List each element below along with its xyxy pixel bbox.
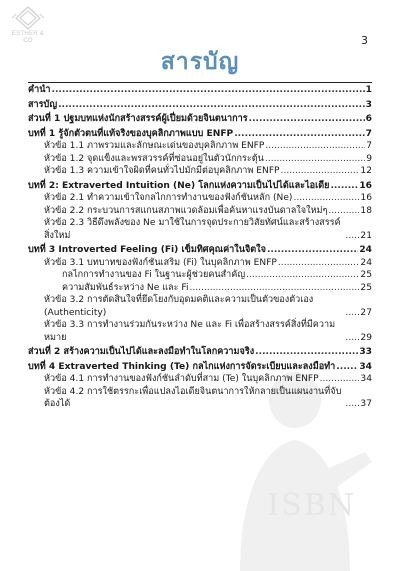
toc-entry-title: ส่วนที่ 2 สร้างความเป็นไปได้และลงมือทำในโลกความจริง	[28, 347, 255, 357]
toc-leader-dots	[58, 99, 365, 112]
toc-page-number: 37	[360, 399, 372, 409]
toc-page-number: 9	[366, 153, 372, 164]
toc-leader-dots	[249, 113, 365, 126]
toc-leader-dots	[267, 244, 358, 257]
toc-leader-dots	[293, 192, 359, 205]
watermark-text: ISBN	[267, 488, 356, 523]
toc-entry[interactable]	[28, 84, 372, 97]
toc-entry[interactable]	[28, 294, 372, 319]
toc-entry-title: หัวข้อ 2.2 กระบวนการสแกนสภาพแวดล้อมเพื่อค้นหาแรงบันดาลใจใหม่ๆ	[44, 205, 328, 216]
toc-leader-dots	[320, 373, 360, 386]
toc-page-number: 12	[360, 166, 372, 176]
toc-page-number: 27	[360, 307, 372, 318]
toc-entry-title: หัวข้อ 1.1 ภาพรวมและลักษณะเด่นของบุคลิกภาพ ENFP	[44, 141, 265, 151]
toc-entry-title: หัวข้อ 1.3 ความเข้าใจผิดที่คนทั่วไปมักมีต่อบุคลิกภาพ ENFP	[44, 166, 280, 176]
toc-page-number: 16	[360, 193, 372, 203]
toc-entry[interactable]	[28, 257, 372, 270]
toc-entry[interactable]	[28, 319, 372, 344]
toc-entry-title: ส่วนที่ 1 ปฐมบทแห่งนักสร้างสรรค์ผู้เปี่ยมด้วยจินตนาการ	[28, 114, 248, 124]
toc-entry-title: บทที่ 1 รู้จักตัวตนที่แท้จริงของบุคลิกภาพแบบ ENFP	[28, 128, 234, 139]
toc-page-number: 25	[360, 282, 372, 293]
toc-leader-dots	[281, 165, 360, 178]
toc-entry-title: หัวข้อ 2.3 วิธีดึงพลังของ Ne มาใช้ในการจุดประกายวิสัยทัศน์และสร้างสรรค์สิ่งใหม่	[44, 218, 341, 241]
toc-entry-title: หัวข้อ 1.2 จุดแข็งและพรสวรรค์ที่ซ่อนอยู่ในตัวนักกระตุ้น	[44, 153, 264, 164]
toc-entry[interactable]	[28, 217, 372, 242]
toc-entry[interactable]	[28, 361, 372, 374]
toc-page-number: 18	[360, 205, 372, 216]
toc-entry[interactable]	[28, 269, 372, 282]
toc-entry-title: บทที่ 2: Extraverted Intuition (Ne) โลกแห่งความเป็นไปได้และไอเดีย	[28, 180, 330, 191]
toc-page-number: 6	[365, 114, 372, 124]
toc-leader-dots	[190, 282, 360, 295]
toc-entry[interactable]	[28, 140, 372, 153]
toc-entry-title: หัวข้อ 3.3 การทำงานร่วมกันระหว่าง Ne และ Fi เพื่อสร้างสรรค์สิ่งที่มีความหมาย	[44, 320, 336, 343]
toc-leader-dots	[345, 307, 359, 320]
diamond-logo-icon	[10, 6, 46, 30]
toc-leader-dots	[345, 398, 359, 411]
toc-entry-title: บทที่ 3 Introverted Feeling (Fi) เข็มทิศคุณค่าในจิตใจ	[28, 245, 266, 255]
toc-entry[interactable]	[28, 346, 372, 359]
page-number: 3	[361, 34, 368, 47]
publisher-logo	[10, 6, 46, 45]
toc-page-number: 21	[360, 230, 372, 241]
toc-leader-dots	[330, 180, 358, 193]
toc-page-number: 33	[359, 347, 372, 357]
toc-page-number: 24	[359, 245, 372, 255]
toc-leader-dots	[345, 230, 359, 243]
toc-leader-dots	[255, 346, 358, 359]
toc-entry[interactable]	[28, 180, 372, 193]
toc-page-number: 25	[360, 270, 372, 280]
toc-leader-dots	[328, 205, 359, 218]
toc-entry[interactable]	[28, 99, 372, 112]
toc-entry-title: หัวข้อ 2.1 ทำความเข้าใจกลไกการทำงานของฟังก์ชันหลัก (Ne)	[44, 193, 293, 203]
toc-entry-title: หัวข้อ 4.1 การทำงานของฟังก์ชันลำดับที่สาม (Te) ในบุคลิกภาพ ENFP	[44, 374, 319, 384]
toc-page-number: 16	[359, 180, 372, 191]
toc-leader-dots	[246, 269, 359, 282]
toc-leader-dots	[265, 153, 365, 166]
toc-entry-title: ความสัมพันธ์ระหว่าง Ne และ Fi	[62, 282, 189, 293]
toc-entry-title: หัวข้อ 4.2 การใช้ตรรกะเพื่อแปลงไอเดียจินตนาการให้กลายเป็นแผนงานที่จับต้องได้	[44, 386, 342, 409]
toc-entry[interactable]	[28, 153, 372, 166]
toc-entry[interactable]	[28, 192, 372, 205]
toc-page-number: 29	[360, 332, 372, 343]
toc-leader-dots	[278, 257, 360, 270]
toc-entry[interactable]	[28, 113, 372, 126]
toc-entry-title: หัวข้อ 3.1 บทบาทของฟังก์ชันเสริม (Fi) ในบุคลิกภาพ ENFP	[44, 257, 277, 268]
toc-page-number: 3	[365, 99, 372, 110]
table-of-contents	[28, 84, 372, 411]
toc-page-number: 34	[359, 361, 372, 372]
toc-page-number: 24	[360, 257, 372, 268]
logo-text: ESTHER & CO	[11, 31, 45, 44]
toc-leader-dots	[345, 332, 359, 345]
toc-entry-title: บทที่ 4 Extraverted Thinking (Te) กลไกแห่งการจัดระเบียบและลงมือทำ	[28, 361, 336, 372]
page-title: สารบัญ	[160, 49, 240, 75]
toc-entry[interactable]	[28, 373, 372, 386]
toc-entry[interactable]	[28, 244, 372, 257]
toc-leader-dots	[52, 84, 365, 97]
toc-page-number: 7	[366, 141, 372, 151]
toc-entry[interactable]	[28, 128, 372, 141]
toc-entry[interactable]	[28, 205, 372, 218]
toc-entry-title: สารบัญ	[28, 99, 58, 110]
toc-entry-title: หัวข้อ 3.2 การตัดสินใจที่ยึดโยงกับอุดมคติและความเป็นตัวของตัวเอง (Authenticity)	[44, 295, 314, 318]
toc-leader-dots	[265, 140, 365, 153]
toc-page-number: 7	[365, 128, 372, 139]
toc-entry[interactable]	[28, 282, 372, 295]
toc-page-number: 1	[365, 85, 372, 95]
toc-entry[interactable]	[28, 386, 372, 411]
toc-entry-title: คำนำ	[28, 85, 51, 95]
title-divider	[28, 82, 372, 83]
toc-page-number: 34	[360, 374, 372, 384]
toc-entry-title: กลไกการทำงานของ Fi ในฐานะผู้ช่วยคนสำคัญ	[62, 270, 246, 280]
toc-leader-dots	[336, 361, 358, 374]
toc-entry[interactable]	[28, 165, 372, 178]
toc-leader-dots	[234, 128, 364, 141]
